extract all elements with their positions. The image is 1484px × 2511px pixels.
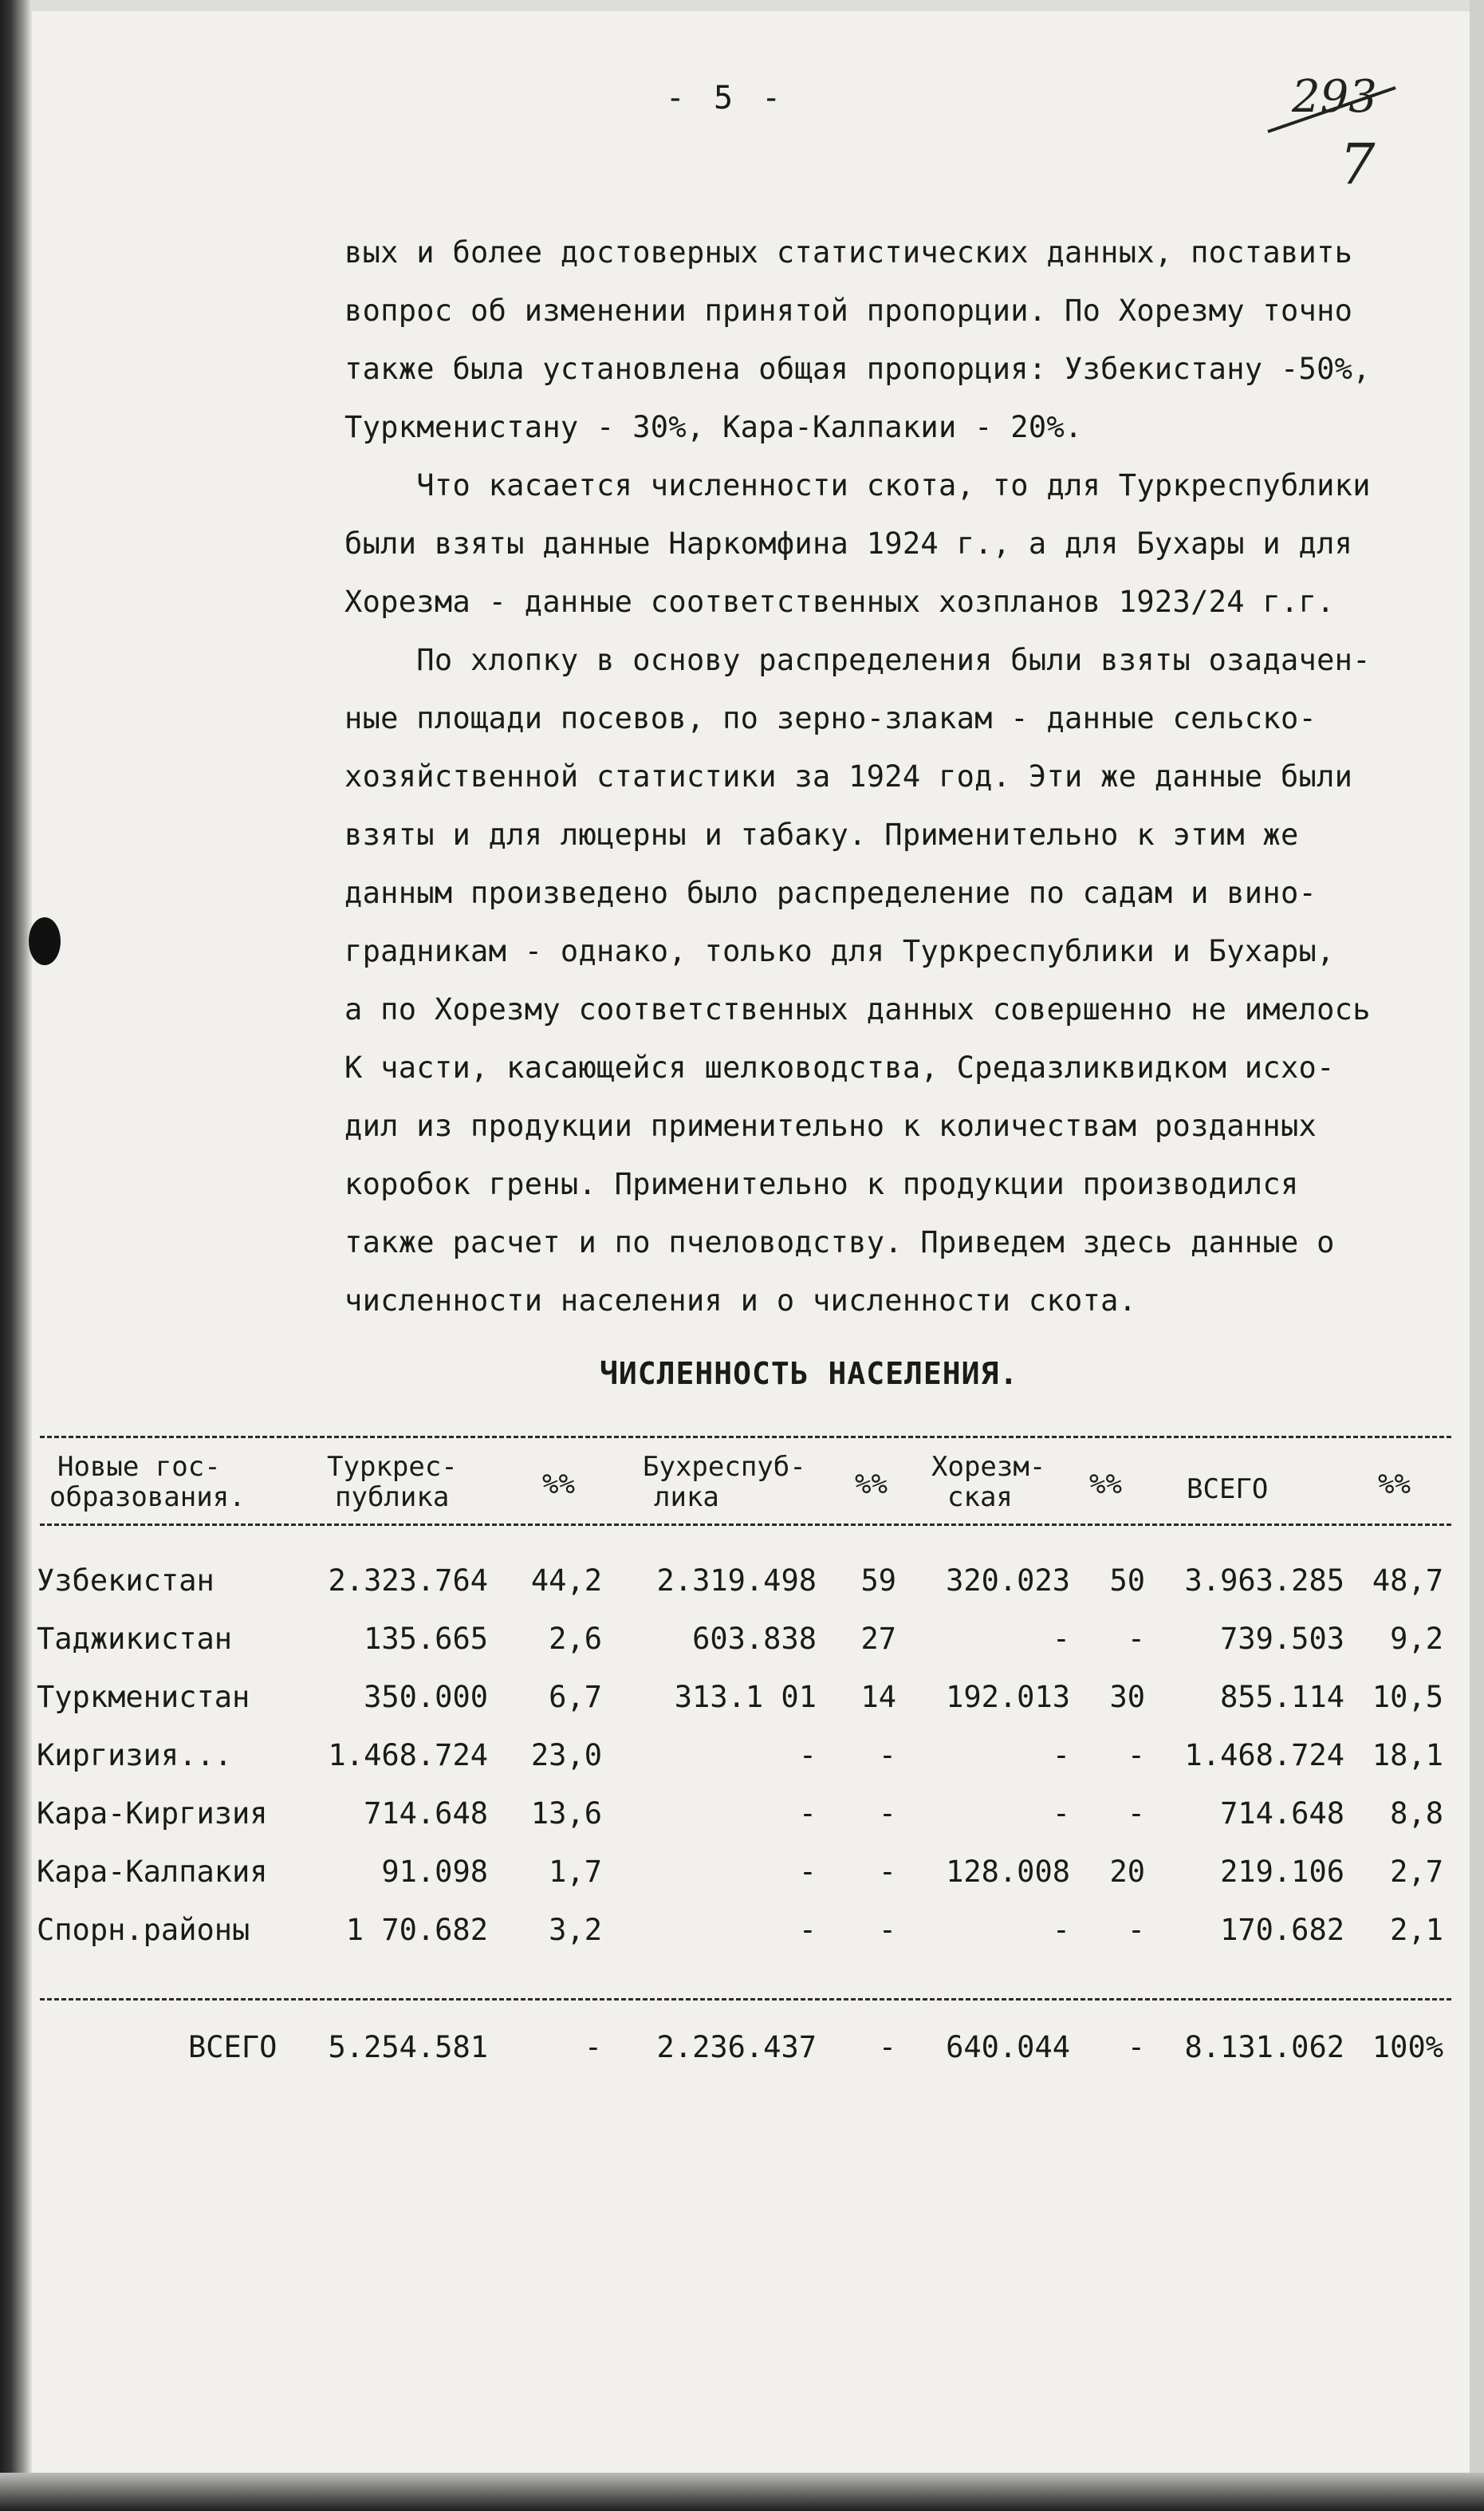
paragraph-line: коробок грены. Применительно к продукции производился: [344, 1167, 1299, 1201]
table-cell: 1.468.724: [328, 1738, 488, 1772]
table-cell: 219.106: [1220, 1855, 1344, 1889]
page-number: - 5 -: [665, 80, 786, 116]
paragraph-line: данным произведено было распределение по садам и вино-: [344, 876, 1317, 910]
paragraph-line: Что касается численности скота, то для Туркреспублики: [344, 468, 1371, 503]
paragraph-line: К части, касающейся шелководства, Средазликвидком исхо-: [344, 1051, 1335, 1085]
archive-number-crossed: 293: [1292, 71, 1377, 123]
total-cell: 2.236.437: [656, 2030, 817, 2064]
header-turk-line2: публика: [335, 1481, 450, 1513]
row-label: Туркменистан: [37, 1680, 250, 1714]
header-khor-line1: Хорезм-: [931, 1451, 1046, 1483]
paragraph-line: также расчет и по пчеловодству. Приведем здесь данные о: [344, 1225, 1335, 1259]
table-cell: 170.682: [1220, 1913, 1344, 1947]
paragraph-line: градникам - однако, только для Туркреспублики и Бухары,: [344, 934, 1335, 968]
paragraph-line: дил из продукции применительно к количествам розданных: [344, 1109, 1317, 1143]
paragraph-line: а по Хорезму соответственных данных совершенно не имелось: [344, 992, 1371, 1027]
table-cell: -: [798, 1796, 817, 1831]
paragraph-line: хозяйственной статистики за 1924 год. Эти же данные были: [344, 759, 1353, 794]
paragraph-line: взяты и для люцерны и табаку. Применительно к этим же: [344, 818, 1299, 852]
table-cell: 23,0: [530, 1738, 602, 1772]
table-cell: 603.838: [692, 1622, 817, 1656]
table-cell: 313.1 01: [674, 1680, 817, 1714]
table-cell: 9,2: [1390, 1622, 1443, 1656]
table-cell: -: [878, 1738, 896, 1772]
total-cell: 100%: [1372, 2030, 1443, 2064]
table-cell: 91.098: [381, 1855, 488, 1889]
table-cell: -: [1127, 1622, 1145, 1656]
paragraph-line: вопрос об изменении принятой пропорции. По Хорезму точно: [344, 294, 1353, 328]
table-cell: 2.323.764: [328, 1563, 488, 1598]
row-label: Спорн.районы: [37, 1913, 250, 1947]
table-cell: 128.008: [946, 1855, 1070, 1889]
header-pct-bukh: %%: [855, 1468, 888, 1500]
table-cell: 2,1: [1390, 1913, 1443, 1947]
archive-number: 7: [1340, 132, 1376, 197]
table-cell: 14: [860, 1680, 896, 1714]
header-total: ВСЕГО: [1187, 1473, 1269, 1505]
table-cell: 855.114: [1220, 1680, 1344, 1714]
table-cell: -: [878, 1796, 896, 1831]
total-row-label: ВСЕГО: [188, 2030, 278, 2064]
header-pct-khor: %%: [1089, 1468, 1122, 1500]
table-cell: 6,7: [549, 1680, 602, 1714]
table-cell: 3.963.285: [1184, 1563, 1344, 1598]
header-entity-line1: Новые гос-: [57, 1451, 221, 1483]
table-cell: 27: [860, 1622, 896, 1656]
table-title: ЧИСЛЕННОСТЬ НАСЕЛЕНИЯ.: [600, 1356, 1019, 1391]
table-cell: -: [1127, 1738, 1145, 1772]
table-cell: 2,6: [549, 1622, 602, 1656]
table-cell: 20: [1109, 1855, 1145, 1889]
table-cell: 3,2: [549, 1913, 602, 1947]
table-cell: -: [1127, 1913, 1145, 1947]
total-cell: -: [584, 2030, 602, 2064]
table-cell: 350.000: [364, 1680, 488, 1714]
table-cell: 1,7: [549, 1855, 602, 1889]
header-khor-line2: ская: [947, 1481, 1013, 1513]
table-cell: 8,8: [1390, 1796, 1443, 1831]
table-cell: 1 70.682: [345, 1913, 488, 1947]
table-cell: -: [1052, 1622, 1070, 1656]
row-label: Кара-Калпакия: [37, 1855, 268, 1889]
table-cell: -: [1052, 1796, 1070, 1831]
table-cell: 192.013: [946, 1680, 1070, 1714]
table-cell: -: [1127, 1796, 1145, 1831]
paragraph-line: Туркменистану - 30%, Кара-Калпакии - 20%.: [344, 410, 1083, 444]
total-cell: -: [878, 2030, 896, 2064]
table-cell: 30: [1109, 1680, 1145, 1714]
table-cell: 320.023: [946, 1563, 1070, 1598]
table-cell: 13,6: [530, 1796, 602, 1831]
row-label: Таджикистан: [37, 1622, 233, 1656]
header-pct-turk: %%: [542, 1468, 575, 1500]
paragraph-line: вых и более достоверных статистических данных, поставить: [344, 235, 1353, 270]
row-label: Киргизия...: [37, 1738, 233, 1772]
table-cell: 59: [860, 1563, 896, 1598]
header-turk-line1: Туркрес-: [327, 1451, 458, 1483]
header-bukh-line1: Бухреспуб-: [643, 1451, 806, 1483]
table-cell: 48,7: [1372, 1563, 1443, 1598]
table-cell: 18,1: [1372, 1738, 1443, 1772]
table-cell: -: [878, 1855, 896, 1889]
header-pct-total: %%: [1378, 1468, 1411, 1500]
row-label: Узбекистан: [37, 1563, 215, 1598]
table-cell: -: [878, 1913, 896, 1947]
header-bukh-line2: лика: [654, 1481, 719, 1513]
total-cell: 640.044: [946, 2030, 1070, 2064]
table-cell: -: [798, 1855, 817, 1889]
paragraph-line: ные площади посевов, по зерно-злакам - данные сельско-: [344, 701, 1317, 735]
paragraph-line: Хорезма - данные соответственных хозпланов 1923/24 г.г.: [344, 585, 1335, 619]
row-label: Кара-Киргизия: [37, 1796, 268, 1831]
total-cell: 5.254.581: [328, 2030, 488, 2064]
header-entity-line2: образования.: [49, 1481, 246, 1513]
paragraph-line: также была установлена общая пропорция: Узбекистану -50%,: [344, 352, 1371, 386]
table-cell: 44,2: [530, 1563, 602, 1598]
paragraph-line: были взяты данные Наркомфина 1924 г., а для Бухары и для: [344, 526, 1353, 561]
table-cell: 135.665: [364, 1622, 488, 1656]
table-cell: 714.648: [364, 1796, 488, 1831]
table-cell: 739.503: [1220, 1622, 1344, 1656]
table-cell: 50: [1109, 1563, 1145, 1598]
table-cell: -: [798, 1738, 817, 1772]
table-cell: -: [798, 1913, 817, 1947]
table-cell: 1.468.724: [1184, 1738, 1344, 1772]
total-cell: -: [1127, 2030, 1145, 2064]
paragraph-line: численности населения и о численности скота.: [344, 1283, 1137, 1318]
table-cell: 714.648: [1220, 1796, 1344, 1831]
table-cell: 2.319.498: [656, 1563, 817, 1598]
table-cell: -: [1052, 1913, 1070, 1947]
table-cell: 2,7: [1390, 1855, 1443, 1889]
paragraph-line: По хлопку в основу распределения были взяты озадачен-: [344, 643, 1371, 677]
total-cell: 8.131.062: [1184, 2030, 1344, 2064]
table-cell: 10,5: [1372, 1680, 1443, 1714]
table-cell: -: [1052, 1738, 1070, 1772]
